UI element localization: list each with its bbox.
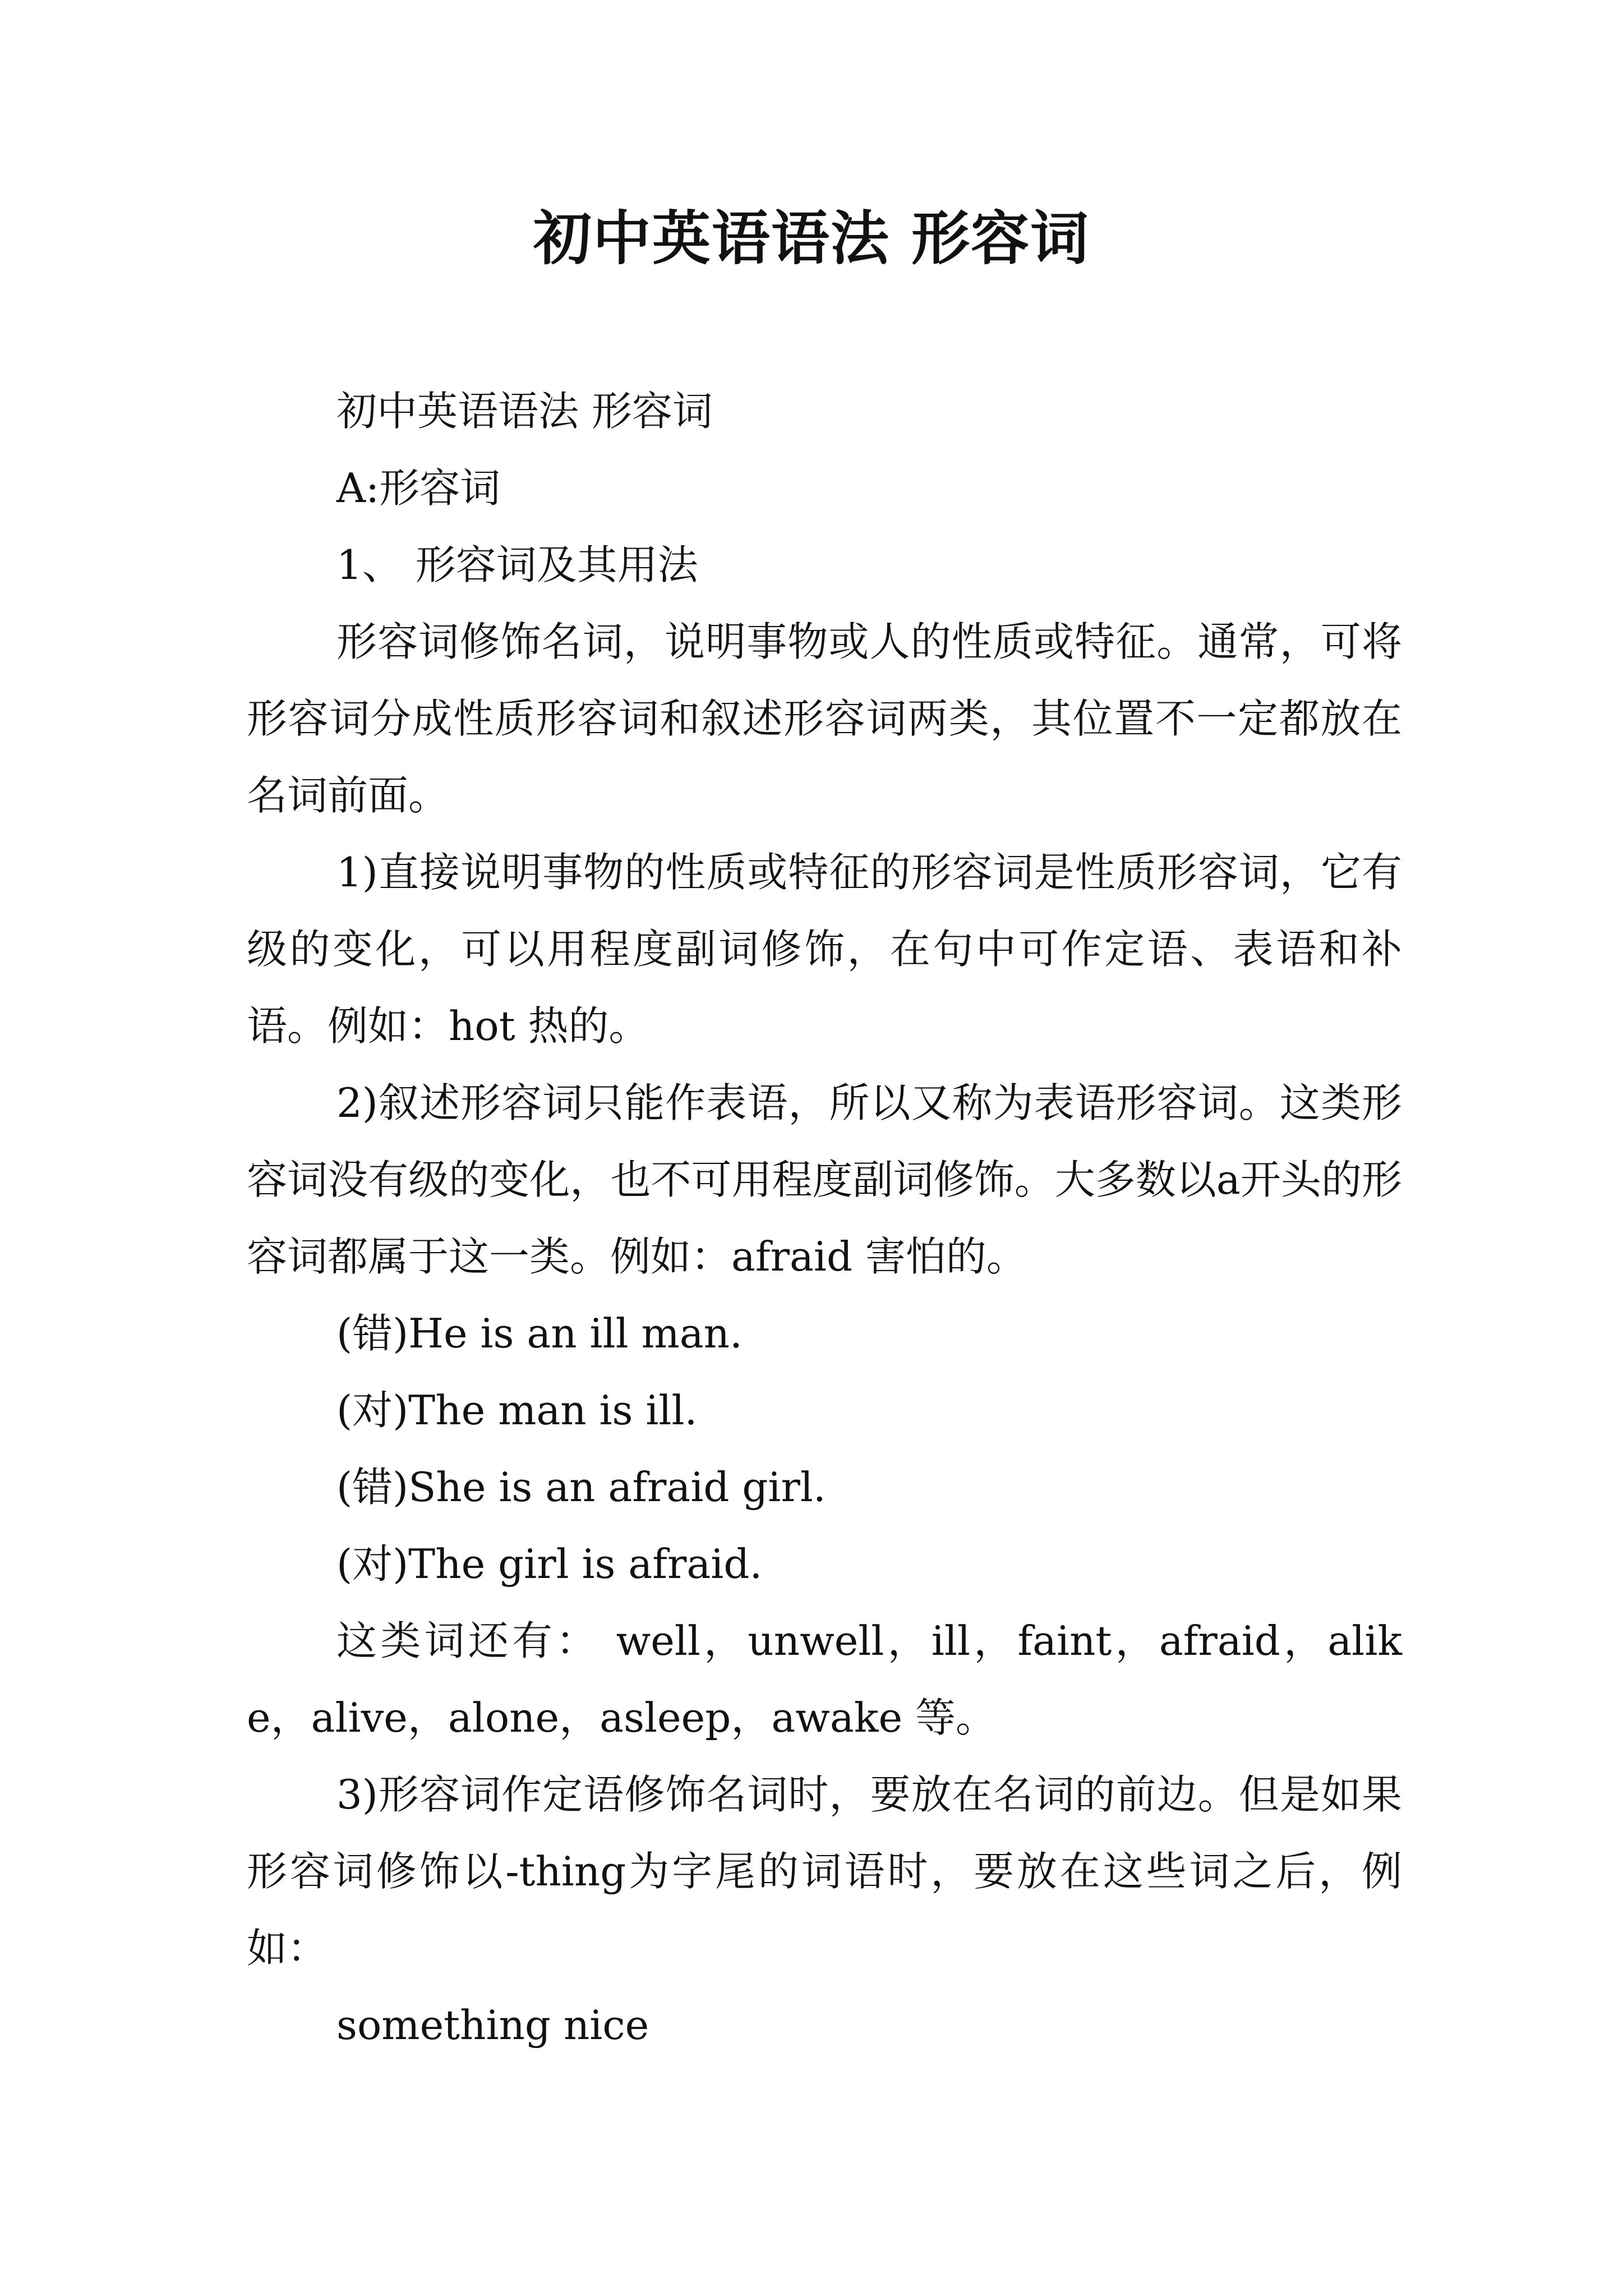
paragraph: 2)叙述形容词只能作表语，所以又称为表语形容词。这类形容词没有级的变化，也不可用程度副词修饰。大多数以a开头的形容词都属于这一类。例如：afraid 害怕的。: [247, 1079, 1402, 1280]
paragraph: 1)直接说明事物的性质或特征的形容词是性质形容词，它有级的变化，可以用程度副词修饰，在句中可作定语、表语和补语。例如：hot 热的。: [247, 849, 1402, 1050]
example-phrase: something nice: [336, 2001, 649, 2049]
example-sentence: (错)She is an afraid girl.: [336, 1464, 826, 1511]
paragraph: 初中英语语法 形容词: [336, 388, 713, 435]
example-sentence: (对)The man is ill.: [336, 1387, 698, 1434]
document-title: 初中英语语法 形容词: [533, 204, 1090, 273]
paragraph: 这类词还有： well，unwell，ill，faint，afraid，alike，alive，alone，asleep，awake 等。: [247, 1617, 1402, 1741]
section-heading: A:形容词: [336, 464, 501, 512]
subsection-heading: 1、 形容词及其用法: [336, 541, 698, 588]
paragraph: 形容词修饰名词，说明事物或人的性质或特征。通常，可将形容词分成性质形容词和叙述形容词两类，其位置不一定都放在名词前面。: [247, 618, 1402, 819]
paragraph: 3)形容词作定语修饰名词时，要放在名词的前边。但是如果形容词修饰以-thing为字尾的词语时，要放在这些词之后，例如：: [247, 1771, 1402, 1972]
example-sentence: (错)He is an ill man.: [336, 1310, 743, 1357]
example-sentence: (对)The girl is afraid.: [336, 1540, 763, 1588]
document-body: [247, 373, 1402, 2064]
